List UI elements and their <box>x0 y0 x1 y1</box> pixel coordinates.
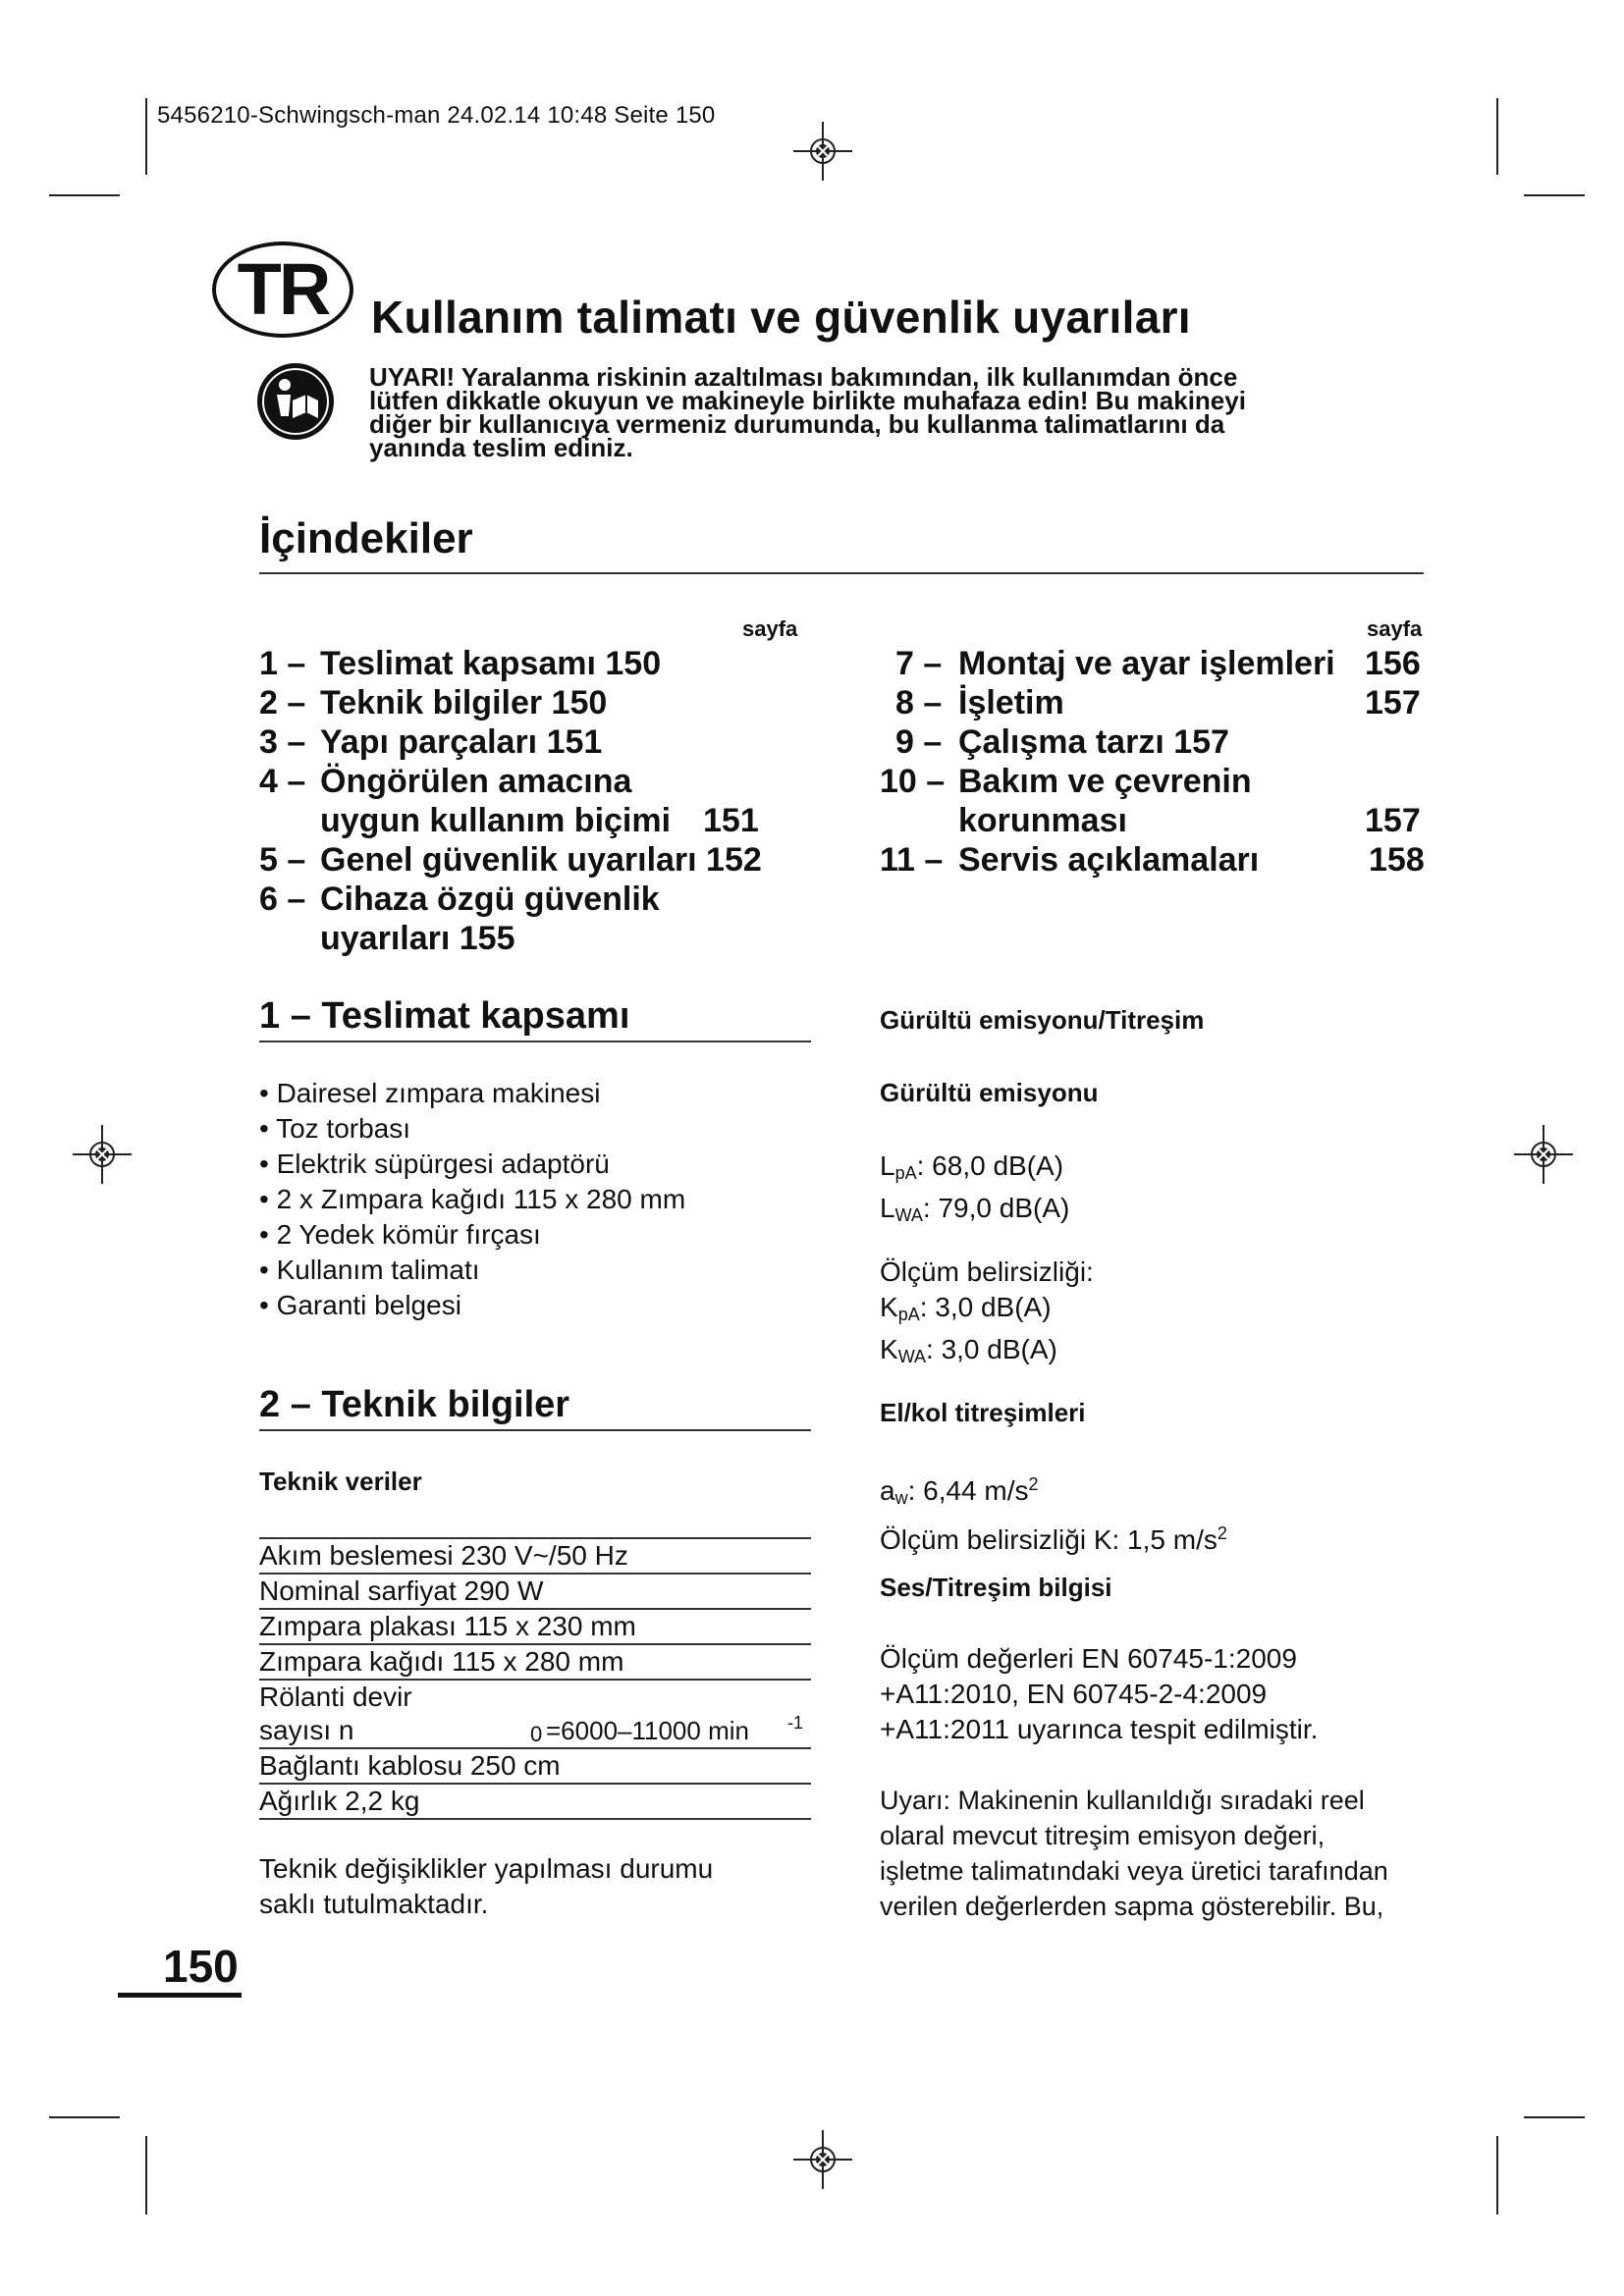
vibration-warning: Uyarı: Makinenin kullanıldığı sıradaki reel olaral mevcut titreşim emisyon değeri, işletme talimatındaki veya üretici tarafından verilen değerlerden sapma gösterebilir. Bu, <box>880 1786 1388 1921</box>
toc-entry[interactable]: 9 – Çalışma tarzı 157 <box>895 723 1229 761</box>
toc-entry[interactable]: 7 – Montaj ve ayar işlemleri 156 <box>895 645 1421 682</box>
list-item: • 2 Yedek kömür fırçası <box>259 1219 541 1250</box>
warning-line: yanında teslim ediniz. <box>369 433 633 462</box>
warning-line: lütfen dikkatle okuyun ve makineyle birlikte muhafaza edin! Bu makineyi <box>369 386 1246 415</box>
toc-entry[interactable]: 8 – İşletim 157 <box>895 684 1421 721</box>
registration-mark-icon <box>73 1125 132 1184</box>
table-row: Nominal sarfiyat 290 W <box>259 1573 811 1608</box>
divider <box>259 1041 811 1042</box>
list-item: • Dairesel zımpara makinesi <box>259 1078 601 1108</box>
toc-entry[interactable]: 2 – Teknik bilgiler 150 <box>259 684 608 721</box>
toc-entry[interactable]: uyarıları 155 <box>320 920 515 957</box>
sub-heading: Teknik veriler <box>259 1467 422 1496</box>
table-row: Zımpara plakası 115 x 230 mm <box>259 1608 811 1643</box>
registration-mark-icon <box>793 122 852 181</box>
section-heading: 2 – Teknik bilgiler <box>259 1384 570 1425</box>
tech-data-table <box>259 1537 811 1820</box>
toc-entry[interactable]: 6 – Cihaza özgü güvenlik <box>259 881 660 918</box>
noise-values <box>880 1148 1430 1233</box>
safety-warning <box>369 362 1380 462</box>
sub-heading: El/kol titreşimleri <box>880 1398 1086 1427</box>
crop-mark <box>1524 194 1585 196</box>
page-number: 150 <box>163 1941 239 1992</box>
warning-line: UYARI! Yaralanma riskinin azaltılması bakımından, ilk kullanımdan önce <box>369 362 1238 392</box>
page-number-rule <box>118 1993 242 1998</box>
toc-entry[interactable]: 10 – Bakım ve çevrenin <box>880 763 1252 800</box>
crop-mark <box>49 194 120 196</box>
crop-mark <box>145 2136 147 2215</box>
toc-entry[interactable]: 11 – Servis açıklamaları 158 <box>880 841 1425 879</box>
toc-entry[interactable]: korunması 157 <box>958 802 1421 839</box>
uncertainty-values: Ölçüm belirsizliği: $K_{pA}$: 3,0 dB(A) $K_{WA}$: 3,0 dB(A) <box>880 1255 1430 1374</box>
read-manual-icon <box>255 361 336 442</box>
sub-heading: Ses/Titreşim bilgisi <box>880 1573 1112 1602</box>
list-item: • Kullanım talimatı <box>259 1255 480 1285</box>
lwa-value: $L_{WA}$: 79,0 dB(A) <box>880 1193 1070 1225</box>
tech-note: Teknik değişiklikler yapılması durumu saklı tutulmaktadır. <box>259 1853 714 1919</box>
toc-right <box>880 644 1430 880</box>
print-header: 5456210-Schwingsch-man 24.02.14 10:48 Seite 150 <box>157 102 716 129</box>
warning-line: diğer bir kullanıcıya vermeniz durumunda, bu kullanma talimatlarını da <box>369 409 1225 439</box>
crop-mark <box>1496 98 1498 175</box>
kwa-value: $K_{WA}$: 3,0 dB(A) <box>880 1334 1057 1366</box>
language-badge: TR <box>212 241 353 338</box>
table-row: Bağlantı kablosu 250 cm <box>259 1747 811 1783</box>
crop-mark <box>1496 2136 1498 2215</box>
aw-value: $a_w$: 6,44 $m/s^2$ <box>880 1474 1039 1508</box>
sub-heading: Gürültü emisyonu/Titreşim <box>880 1005 1205 1035</box>
table-row: Akım beslemesi 230 V~/50 Hz <box>259 1537 811 1573</box>
toc-page-label-right: sayfa <box>1367 616 1423 641</box>
divider <box>259 572 1424 574</box>
measurement-standard: Ölçüm değerleri EN 60745-1:2009 +A11:2010, EN 60745-2-4:2009 +A11:2011 uyarınca tespit edilmiştir. <box>880 1643 1319 1744</box>
crop-mark <box>145 98 147 175</box>
table-row: Ağırlık 2,2 kg <box>259 1783 811 1820</box>
list-item: • Toz torbası <box>259 1113 411 1144</box>
section-heading: 1 – Teslimat kapsamı <box>259 995 630 1037</box>
toc-page-label-left: sayfa <box>742 616 798 641</box>
registration-mark-icon <box>1514 1125 1573 1184</box>
k-value: Ölçüm belirsizliği K: 1,5 $m/s^2$ <box>880 1523 1227 1555</box>
table-row: Zımpara kağıdı 115 x 280 mm <box>259 1643 811 1679</box>
toc-entry[interactable]: 4 – Öngörülen amacına <box>259 763 632 800</box>
list-item: • Elektrik süpürgesi adaptörü <box>259 1148 610 1179</box>
list-item: • 2 x Zımpara kağıdı 115 x 280 mm <box>259 1184 686 1214</box>
delivery-list <box>259 1076 809 1323</box>
sub-heading: Gürültü emisyonu <box>880 1078 1099 1107</box>
vibration-values <box>880 1467 1430 1558</box>
toc-entry[interactable]: 1 – Teslimat kapsamı 150 <box>259 645 662 682</box>
crop-mark <box>1524 2116 1585 2118</box>
toc-heading: İçindekiler <box>259 514 473 562</box>
crop-mark <box>49 2116 120 2118</box>
page-title: Kullanım talimatı ve güvenlik uyarıları <box>371 292 1191 343</box>
lpa-value: $L_{pA}$: 68,0 dB(A) <box>880 1150 1064 1183</box>
divider <box>259 1429 811 1431</box>
toc-entry[interactable]: 5 – Genel güvenlik uyarıları 152 <box>259 841 762 879</box>
kpa-value: $K_{pA}$: 3,0 dB(A) <box>880 1292 1052 1324</box>
toc-left <box>259 644 809 958</box>
toc-entry[interactable]: uygun kullanım biçimi 151 <box>320 802 759 839</box>
list-item: • Garanti belgesi <box>259 1290 461 1320</box>
table-row: Rölanti devir sayısı n 0 =6000–11000 min -1 <box>259 1679 811 1747</box>
registration-mark-icon <box>793 2130 852 2189</box>
toc-entry[interactable]: 3 – Yapı parçaları 151 <box>259 723 603 761</box>
